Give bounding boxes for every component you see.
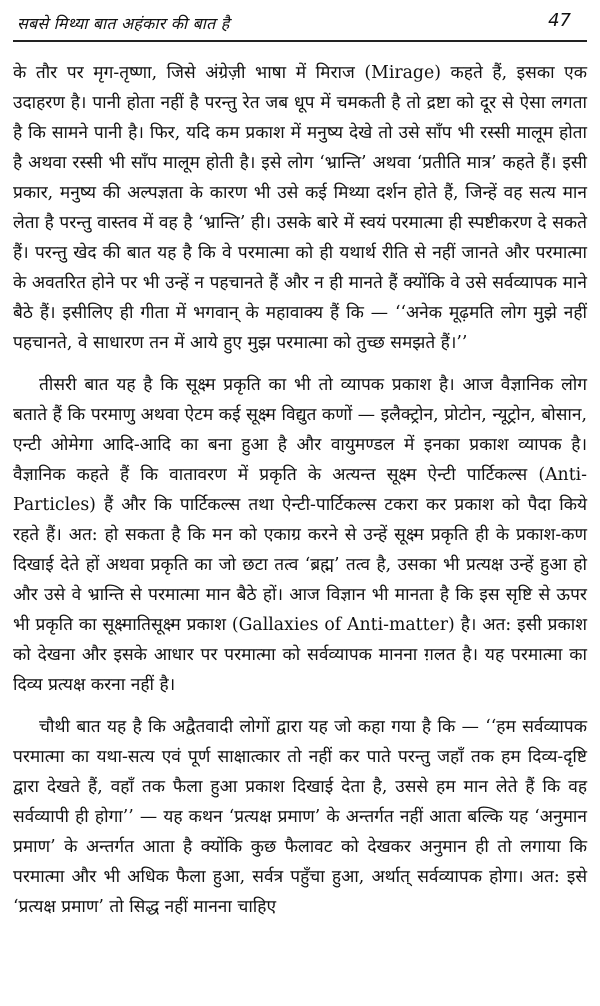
running-title: सबसे मिथ्या बात अहंकार की बात है	[17, 14, 230, 33]
paragraph-gap	[13, 700, 587, 712]
body-text	[13, 58, 587, 922]
paragraph-2: तीसरी बात यह है कि सूक्ष्म प्रकृति का भी तो व्यापक प्रकाश है। आज वैज्ञानिक लोग बताते हैं कि परमाणु अथवा ऐटम कई सूक्ष्म विद्युत कणों — इलैक्ट्रोन, प्रोटोन, न्यूट्रोन, बोसान, एन्टी ओमेगा आदि-आदि का बना हुआ है और वायुमण्डल में इनका प्रकाश व्यापक है। वैज्ञानिक कहते हैं कि वातावरण में प्रकृति के अत्यन्त सूक्ष्म ऐन्टी पार्टिकल्स (Anti-Particles) हैं और कि पार्टिकल्स तथा ऐन्टी-पार्टिकल्स टकरा कर प्रकाश को पैदा किये रहते हैं। अत: हो सकता है कि मन को एकाग्र करने से उन्हें सूक्ष्म प्रकृति ही के प्रकाश-कण दिखाई देते हों अथवा प्रकृति का जो छटा तत्व ‘ब्रह्म’ तत्व है, उसका भी प्रत्यक्ष उन्हें हुआ हो और उसे वे भ्रान्ति से परमात्मा मान बैठे हों। आज विज्ञान भी मानता है कि इस सृष्टि से ऊपर भी प्रकृति का सूक्ष्मातिसूक्ष्म प्रकाश (Gallaxies of Anti-matter) है। अत: इसी प्रकाश को देखना और इसके आधार पर परमात्मा को सर्वव्यापक मानना ग़लत है। यह परमात्मा का दिव्य प्रत्यक्ष करना नहीं है।	[13, 375, 587, 695]
running-header	[13, 0, 587, 42]
paragraph-1: के तौर पर मृग-तृष्णा, जिसे अंग्रेज़ी भाषा में मिराज (Mirage) कहते हैं, इसका एक उदाहरण है। पानी होता नहीं है परन्तु रेत जब धूप में चमकती है तो द्रष्टा को दूर से ऐसा लगता है कि सामने पानी है। फिर, यदि कम प्रकाश में मनुष्य देखे तो उसे साँप भी रस्सी मालूम होता है अथवा रस्सी भी साँप मालूम होती है। इसे लोग ‘भ्रान्ति’ अथवा ‘प्रतीति मात्र’ कहते हैं। इसी प्रकार, मनुष्य की अल्पज्ञता के कारण भी उसे कई मिथ्या दर्शन होते हैं, जिन्हें वह सत्य मान लेता है परन्तु वास्तव में वह है ‘भ्रान्ति’ ही। उसके बारे में स्वयं परमात्मा ही स्पष्टीकरण दे सकते हैं। परन्तु खेद की बात यह है कि वे परमात्मा को ही यथार्थ रीति से नहीं जानते और परमात्मा के अवतरित होने पर भी उन्हें न पहचानते हैं और न ही मानते हैं क्योंकि वे उसे सर्वव्यापक माने बैठे हैं। इसीलिए ही गीता में भगवान् के महावाक्य हैं कि — ‘‘अनेक मूढ़मति लोग मुझे नहीं पहचानते, वे साधारण तन में आये हुए मुझ परमात्मा को तुच्छ समझते हैं।’’	[13, 63, 587, 353]
paragraph-3: चौथी बात यह है कि अद्वैतवादी लोगों द्वारा यह जो कहा गया है कि — ‘‘हम सर्वव्यापक परमात्मा का यथा-सत्य एवं पूर्ण साक्षात्कार तो नहीं कर पाते परन्तु जहाँ तक हम दिव्य-दृष्टि द्वारा देखते हैं, वहाँ तक फैला हुआ प्रकाश दिखाई देता है, उससे हम मान लेते हैं कि वह सर्वव्यापी ही होगा’’ — यह कथन ‘प्रत्यक्ष प्रमाण’ के अन्तर्गत नहीं आता बल्कि यह ‘अनुमान प्रमाण’ के अन्तर्गत आता है क्योंकि कुछ फैलावट को देखकर अनुमान ही तो लगाया कि परमात्मा और भी अधिक फैला हुआ, सर्वत्र पहुँचा हुआ, अर्थात् सर्वव्यापक होगा। अत: इसे ‘प्रत्यक्ष प्रमाण’ तो सिद्ध नहीं मानना चाहिए	[13, 717, 587, 917]
page-number: 47	[548, 10, 571, 31]
paragraph-gap	[13, 358, 587, 370]
